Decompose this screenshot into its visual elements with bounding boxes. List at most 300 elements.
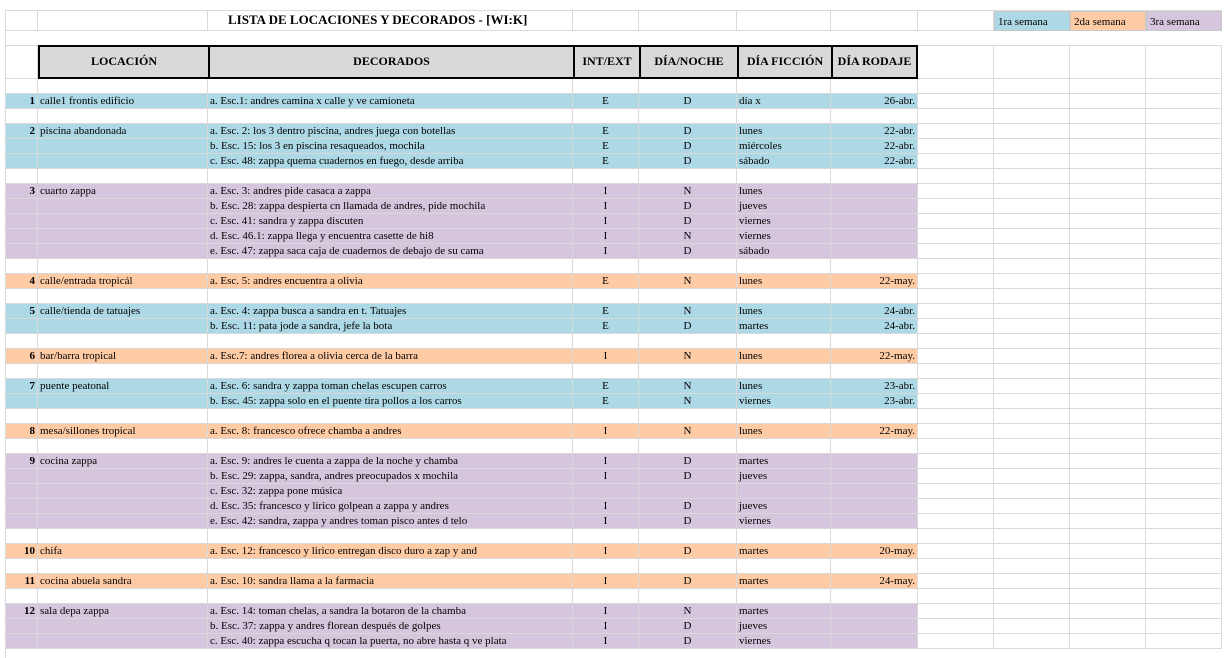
- grid-cell[interactable]: [918, 349, 994, 364]
- int-ext-cell[interactable]: I: [573, 514, 639, 529]
- grid-cell[interactable]: [1146, 454, 1222, 469]
- grid-cell[interactable]: [1146, 349, 1222, 364]
- grid-cell[interactable]: [918, 379, 994, 394]
- grid-cell[interactable]: [994, 154, 1070, 169]
- dia-rodaje-cell[interactable]: 23-abr.: [831, 394, 918, 409]
- grid-cell[interactable]: [38, 364, 208, 379]
- grid-cell[interactable]: [5, 289, 38, 304]
- location-name[interactable]: [38, 154, 208, 169]
- location-name[interactable]: bar/barra tropical: [38, 349, 208, 364]
- dia-noche-cell[interactable]: N: [639, 604, 737, 619]
- location-name[interactable]: [38, 484, 208, 499]
- grid-cell[interactable]: [918, 529, 994, 544]
- dia-ficcion-cell[interactable]: lunes: [737, 304, 831, 319]
- grid-cell[interactable]: [918, 214, 994, 229]
- grid-cell[interactable]: [1146, 439, 1222, 454]
- dia-ficcion-cell[interactable]: martes: [737, 454, 831, 469]
- grid-cell[interactable]: [737, 79, 831, 94]
- grid-cell[interactable]: [1146, 634, 1222, 649]
- grid-cell[interactable]: [1070, 634, 1146, 649]
- grid-cell[interactable]: [1070, 124, 1146, 139]
- decorado-cell[interactable]: a. Esc. 6: sandra y zappa toman chelas escupen carros: [208, 379, 573, 394]
- grid-cell[interactable]: [994, 349, 1070, 364]
- decorado-cell[interactable]: a. Esc. 3: andres pide casaca a zappa: [208, 184, 573, 199]
- grid-cell[interactable]: [994, 334, 1070, 349]
- dia-rodaje-cell[interactable]: 24-may.: [831, 574, 918, 589]
- grid-cell[interactable]: [918, 634, 994, 649]
- grid-cell[interactable]: [1146, 409, 1222, 424]
- int-ext-cell[interactable]: E: [573, 154, 639, 169]
- location-name[interactable]: calle/entrada tropicál: [38, 274, 208, 289]
- dia-noche-cell[interactable]: N: [639, 229, 737, 244]
- grid-cell[interactable]: [5, 589, 38, 604]
- dia-rodaje-cell[interactable]: [831, 499, 918, 514]
- location-name[interactable]: mesa/sillones tropical: [38, 424, 208, 439]
- grid-cell[interactable]: [918, 619, 994, 634]
- dia-noche-cell[interactable]: [639, 484, 737, 499]
- grid-cell[interactable]: [1146, 199, 1222, 214]
- dia-rodaje-cell[interactable]: [831, 484, 918, 499]
- int-ext-cell[interactable]: E: [573, 139, 639, 154]
- location-name[interactable]: [38, 469, 208, 484]
- dia-rodaje-cell[interactable]: 22-abr.: [831, 124, 918, 139]
- grid-cell[interactable]: [918, 409, 994, 424]
- grid-cell[interactable]: [38, 289, 208, 304]
- int-ext-cell[interactable]: I: [573, 199, 639, 214]
- int-ext-cell[interactable]: E: [573, 304, 639, 319]
- grid-cell[interactable]: [831, 109, 918, 124]
- grid-cell[interactable]: [918, 94, 994, 109]
- dia-noche-cell[interactable]: D: [639, 469, 737, 484]
- dia-noche-cell[interactable]: D: [639, 514, 737, 529]
- int-ext-cell[interactable]: E: [573, 379, 639, 394]
- dia-noche-cell[interactable]: N: [639, 274, 737, 289]
- grid-cell[interactable]: [737, 364, 831, 379]
- dia-noche-cell[interactable]: D: [639, 454, 737, 469]
- grid-cell[interactable]: [208, 169, 573, 184]
- grid-cell[interactable]: [1146, 619, 1222, 634]
- grid-cell[interactable]: [639, 259, 737, 274]
- dia-noche-cell[interactable]: N: [639, 184, 737, 199]
- dia-noche-cell[interactable]: D: [639, 319, 737, 334]
- grid-cell[interactable]: [208, 559, 573, 574]
- grid-cell[interactable]: [994, 79, 1070, 94]
- int-ext-cell[interactable]: I: [573, 184, 639, 199]
- grid-cell[interactable]: [1070, 499, 1146, 514]
- grid-cell[interactable]: [918, 169, 994, 184]
- grid-cell[interactable]: [994, 544, 1070, 559]
- grid-cell[interactable]: [994, 619, 1070, 634]
- location-name[interactable]: [38, 199, 208, 214]
- int-ext-cell[interactable]: I: [573, 469, 639, 484]
- dia-ficcion-cell[interactable]: viernes: [737, 514, 831, 529]
- grid-cell[interactable]: [573, 529, 639, 544]
- grid-cell[interactable]: [918, 589, 994, 604]
- int-ext-cell[interactable]: I: [573, 604, 639, 619]
- grid-cell[interactable]: [994, 94, 1070, 109]
- grid-cell[interactable]: [1070, 319, 1146, 334]
- grid-cell[interactable]: [994, 319, 1070, 334]
- decorado-cell[interactable]: a. Esc. 12: francesco y lirico entregan disco duro a zap y and: [208, 544, 573, 559]
- grid-cell[interactable]: [994, 529, 1070, 544]
- dia-noche-cell[interactable]: N: [639, 304, 737, 319]
- grid-cell[interactable]: [573, 289, 639, 304]
- location-name[interactable]: cuarto zappa: [38, 184, 208, 199]
- grid-cell[interactable]: [1146, 139, 1222, 154]
- grid-cell[interactable]: [737, 589, 831, 604]
- int-ext-cell[interactable]: I: [573, 544, 639, 559]
- grid-cell[interactable]: [994, 364, 1070, 379]
- location-name[interactable]: [38, 139, 208, 154]
- dia-rodaje-cell[interactable]: 23-abr.: [831, 379, 918, 394]
- grid-cell[interactable]: [1146, 514, 1222, 529]
- decorado-cell[interactable]: b. Esc. 28: zappa despierta cn llamada de andres, pide mochila: [208, 199, 573, 214]
- decorado-cell[interactable]: c. Esc. 40: zappa escucha q tocan la puerta, no abre hasta q ve plata: [208, 634, 573, 649]
- grid-cell[interactable]: [831, 589, 918, 604]
- grid-cell[interactable]: [5, 169, 38, 184]
- grid-cell[interactable]: [1146, 484, 1222, 499]
- int-ext-cell[interactable]: I: [573, 229, 639, 244]
- grid-cell[interactable]: [5, 529, 38, 544]
- grid-cell[interactable]: [5, 559, 38, 574]
- dia-noche-cell[interactable]: D: [639, 619, 737, 634]
- dia-rodaje-cell[interactable]: [831, 184, 918, 199]
- grid-cell[interactable]: [208, 334, 573, 349]
- grid-cell[interactable]: [1146, 109, 1222, 124]
- grid-cell[interactable]: [1146, 244, 1222, 259]
- dia-rodaje-cell[interactable]: [831, 634, 918, 649]
- grid-cell[interactable]: [639, 79, 737, 94]
- grid-cell[interactable]: [831, 79, 918, 94]
- grid-cell[interactable]: [573, 439, 639, 454]
- dia-noche-cell[interactable]: D: [639, 199, 737, 214]
- grid-cell[interactable]: [1146, 289, 1222, 304]
- grid-cell[interactable]: [737, 259, 831, 274]
- decorado-cell[interactable]: d. Esc. 35: francesco y lirico golpean a zappa y andres: [208, 499, 573, 514]
- grid-cell[interactable]: [1070, 454, 1146, 469]
- dia-ficcion-cell[interactable]: lunes: [737, 379, 831, 394]
- grid-cell[interactable]: [573, 409, 639, 424]
- grid-cell[interactable]: [5, 79, 38, 94]
- grid-cell[interactable]: [918, 139, 994, 154]
- dia-rodaje-cell[interactable]: 22-may.: [831, 349, 918, 364]
- grid-cell[interactable]: [1070, 304, 1146, 319]
- dia-noche-cell[interactable]: N: [639, 424, 737, 439]
- grid-cell[interactable]: [639, 10, 737, 31]
- decorado-cell[interactable]: c. Esc. 41: sandra y zappa discuten: [208, 214, 573, 229]
- grid-cell[interactable]: [737, 409, 831, 424]
- int-ext-cell[interactable]: I: [573, 499, 639, 514]
- grid-cell[interactable]: [5, 10, 38, 31]
- dia-ficcion-cell[interactable]: [737, 484, 831, 499]
- grid-cell[interactable]: [994, 574, 1070, 589]
- location-name[interactable]: [38, 499, 208, 514]
- grid-cell[interactable]: [639, 169, 737, 184]
- grid-cell[interactable]: [208, 289, 573, 304]
- grid-cell[interactable]: [737, 289, 831, 304]
- grid-cell[interactable]: [994, 484, 1070, 499]
- int-ext-cell[interactable]: E: [573, 394, 639, 409]
- grid-cell[interactable]: [737, 559, 831, 574]
- grid-cell[interactable]: [1146, 45, 1222, 79]
- grid-cell[interactable]: [918, 574, 994, 589]
- grid-cell[interactable]: [639, 409, 737, 424]
- grid-cell[interactable]: [994, 439, 1070, 454]
- decorado-cell[interactable]: b. Esc. 29: zappa, sandra, andres preocupados x mochila: [208, 469, 573, 484]
- grid-cell[interactable]: [994, 559, 1070, 574]
- int-ext-cell[interactable]: I: [573, 244, 639, 259]
- grid-cell[interactable]: [1146, 334, 1222, 349]
- grid-cell[interactable]: [38, 559, 208, 574]
- grid-cell[interactable]: [38, 169, 208, 184]
- grid-cell[interactable]: [1070, 45, 1146, 79]
- grid-cell[interactable]: [1070, 274, 1146, 289]
- grid-cell[interactable]: [994, 604, 1070, 619]
- grid-cell[interactable]: [918, 319, 994, 334]
- location-name[interactable]: chifa: [38, 544, 208, 559]
- grid-cell[interactable]: [1070, 334, 1146, 349]
- grid-cell[interactable]: [1070, 559, 1146, 574]
- grid-cell[interactable]: [1070, 409, 1146, 424]
- grid-cell[interactable]: [1070, 169, 1146, 184]
- grid-cell[interactable]: [573, 589, 639, 604]
- dia-rodaje-cell[interactable]: 22-abr.: [831, 154, 918, 169]
- grid-cell[interactable]: [1070, 94, 1146, 109]
- dia-rodaje-cell[interactable]: 22-abr.: [831, 139, 918, 154]
- grid-cell[interactable]: [1070, 229, 1146, 244]
- int-ext-cell[interactable]: E: [573, 319, 639, 334]
- dia-ficcion-cell[interactable]: lunes: [737, 274, 831, 289]
- int-ext-cell[interactable]: I: [573, 619, 639, 634]
- grid-cell[interactable]: [1070, 199, 1146, 214]
- grid-cell[interactable]: [994, 514, 1070, 529]
- grid-cell[interactable]: [5, 439, 38, 454]
- grid-cell[interactable]: [208, 364, 573, 379]
- grid-cell[interactable]: [994, 139, 1070, 154]
- grid-cell[interactable]: [208, 409, 573, 424]
- grid-cell[interactable]: [918, 10, 994, 31]
- grid-cell[interactable]: [737, 109, 831, 124]
- dia-noche-cell[interactable]: D: [639, 499, 737, 514]
- grid-cell[interactable]: [994, 499, 1070, 514]
- grid-cell[interactable]: [737, 169, 831, 184]
- grid-cell[interactable]: [1070, 574, 1146, 589]
- grid-cell[interactable]: [1146, 169, 1222, 184]
- location-name[interactable]: calle/tienda de tatuajes: [38, 304, 208, 319]
- grid-cell[interactable]: [918, 424, 994, 439]
- location-name[interactable]: [38, 244, 208, 259]
- grid-cell[interactable]: [918, 124, 994, 139]
- grid-cell[interactable]: [1070, 364, 1146, 379]
- dia-noche-cell[interactable]: N: [639, 349, 737, 364]
- grid-cell[interactable]: [38, 529, 208, 544]
- grid-cell[interactable]: [918, 484, 994, 499]
- grid-cell[interactable]: [639, 109, 737, 124]
- grid-cell[interactable]: [918, 544, 994, 559]
- grid-cell[interactable]: [831, 529, 918, 544]
- grid-cell[interactable]: [1146, 529, 1222, 544]
- grid-cell[interactable]: [994, 409, 1070, 424]
- grid-cell[interactable]: [1146, 574, 1222, 589]
- location-name[interactable]: [38, 229, 208, 244]
- grid-cell[interactable]: [831, 334, 918, 349]
- dia-noche-cell[interactable]: D: [639, 214, 737, 229]
- grid-cell[interactable]: [1070, 379, 1146, 394]
- grid-cell[interactable]: [994, 424, 1070, 439]
- dia-ficcion-cell[interactable]: martes: [737, 544, 831, 559]
- grid-cell[interactable]: [1070, 484, 1146, 499]
- location-name[interactable]: calle1 frontis edificio: [38, 94, 208, 109]
- decorado-cell[interactable]: c. Esc. 48: zappa quema cuadernos en fuego, desde arriba: [208, 154, 573, 169]
- grid-cell[interactable]: [208, 79, 573, 94]
- decorado-cell[interactable]: c. Esc. 32: zappa pone música: [208, 484, 573, 499]
- int-ext-cell[interactable]: E: [573, 94, 639, 109]
- grid-cell[interactable]: [1146, 379, 1222, 394]
- dia-rodaje-cell[interactable]: 24-abr.: [831, 304, 918, 319]
- grid-cell[interactable]: [38, 439, 208, 454]
- location-name[interactable]: [38, 619, 208, 634]
- grid-cell[interactable]: [994, 214, 1070, 229]
- grid-cell[interactable]: [918, 604, 994, 619]
- grid-cell[interactable]: [737, 334, 831, 349]
- dia-ficcion-cell[interactable]: jueves: [737, 619, 831, 634]
- grid-cell[interactable]: [918, 154, 994, 169]
- grid-cell[interactable]: [38, 259, 208, 274]
- grid-cell[interactable]: [737, 529, 831, 544]
- dia-ficcion-cell[interactable]: martes: [737, 319, 831, 334]
- dia-rodaje-cell[interactable]: [831, 199, 918, 214]
- dia-ficcion-cell[interactable]: jueves: [737, 469, 831, 484]
- dia-noche-cell[interactable]: D: [639, 634, 737, 649]
- grid-cell[interactable]: [573, 364, 639, 379]
- grid-cell[interactable]: [1070, 184, 1146, 199]
- grid-cell[interactable]: [1070, 394, 1146, 409]
- dia-rodaje-cell[interactable]: [831, 619, 918, 634]
- grid-cell[interactable]: [918, 439, 994, 454]
- grid-cell[interactable]: [918, 289, 994, 304]
- grid-cell[interactable]: [1146, 469, 1222, 484]
- grid-cell[interactable]: [1146, 604, 1222, 619]
- grid-cell[interactable]: [1070, 154, 1146, 169]
- grid-cell[interactable]: [831, 259, 918, 274]
- grid-cell[interactable]: [5, 364, 38, 379]
- grid-cell[interactable]: [1146, 364, 1222, 379]
- grid-cell[interactable]: [1146, 304, 1222, 319]
- int-ext-cell[interactable]: I: [573, 349, 639, 364]
- grid-cell[interactable]: [1146, 124, 1222, 139]
- grid-cell[interactable]: [639, 289, 737, 304]
- int-ext-cell[interactable]: I: [573, 634, 639, 649]
- grid-cell[interactable]: [918, 364, 994, 379]
- decorado-cell[interactable]: e. Esc. 47: zappa saca caja de cuadernos de debajo de su cama: [208, 244, 573, 259]
- decorado-cell[interactable]: b. Esc. 15: los 3 en piscina resaqueados, mochila: [208, 139, 573, 154]
- grid-cell[interactable]: [918, 274, 994, 289]
- grid-cell[interactable]: [1146, 319, 1222, 334]
- grid-cell[interactable]: [1070, 589, 1146, 604]
- grid-cell[interactable]: [918, 79, 994, 94]
- grid-cell[interactable]: [1070, 79, 1146, 94]
- grid-cell[interactable]: [994, 124, 1070, 139]
- dia-ficcion-cell[interactable]: viernes: [737, 214, 831, 229]
- grid-cell[interactable]: [994, 184, 1070, 199]
- grid-cell[interactable]: [831, 409, 918, 424]
- grid-cell[interactable]: [1146, 274, 1222, 289]
- dia-rodaje-cell[interactable]: [831, 469, 918, 484]
- grid-cell[interactable]: [573, 169, 639, 184]
- grid-cell[interactable]: [918, 469, 994, 484]
- location-name[interactable]: sala depa zappa: [38, 604, 208, 619]
- grid-cell[interactable]: [1070, 214, 1146, 229]
- grid-cell[interactable]: [208, 529, 573, 544]
- grid-cell[interactable]: [918, 304, 994, 319]
- dia-noche-cell[interactable]: N: [639, 379, 737, 394]
- grid-cell[interactable]: [639, 439, 737, 454]
- grid-cell[interactable]: [1070, 139, 1146, 154]
- dia-noche-cell[interactable]: D: [639, 244, 737, 259]
- grid-cell[interactable]: [38, 109, 208, 124]
- grid-cell[interactable]: [38, 10, 208, 31]
- grid-cell[interactable]: [918, 199, 994, 214]
- grid-cell[interactable]: [831, 169, 918, 184]
- grid-cell[interactable]: [1146, 79, 1222, 94]
- dia-rodaje-cell[interactable]: 22-may.: [831, 274, 918, 289]
- grid-cell[interactable]: [1070, 529, 1146, 544]
- dia-ficcion-cell[interactable]: lunes: [737, 349, 831, 364]
- dia-noche-cell[interactable]: D: [639, 139, 737, 154]
- dia-ficcion-cell[interactable]: viernes: [737, 394, 831, 409]
- decorado-cell[interactable]: a. Esc.1: andres camina x calle y ve camioneta: [208, 94, 573, 109]
- grid-cell[interactable]: [918, 244, 994, 259]
- grid-cell[interactable]: [1070, 619, 1146, 634]
- grid-cell[interactable]: [5, 109, 38, 124]
- grid-cell[interactable]: [573, 109, 639, 124]
- grid-cell[interactable]: [208, 589, 573, 604]
- dia-ficcion-cell[interactable]: día x: [737, 94, 831, 109]
- grid-cell[interactable]: [38, 589, 208, 604]
- decorado-cell[interactable]: b. Esc. 45: zappa solo en el puente tira pollos a los carros: [208, 394, 573, 409]
- grid-cell[interactable]: [994, 634, 1070, 649]
- grid-cell[interactable]: [5, 259, 38, 274]
- dia-rodaje-cell[interactable]: [831, 454, 918, 469]
- location-name[interactable]: cocina abuela sandra: [38, 574, 208, 589]
- grid-cell[interactable]: [573, 559, 639, 574]
- decorado-cell[interactable]: a. Esc. 9: andres le cuenta a zappa de la noche y chamba: [208, 454, 573, 469]
- grid-cell[interactable]: [1146, 94, 1222, 109]
- grid-cell[interactable]: [1146, 229, 1222, 244]
- grid-cell[interactable]: [918, 454, 994, 469]
- dia-ficcion-cell[interactable]: jueves: [737, 199, 831, 214]
- grid-cell[interactable]: [831, 364, 918, 379]
- grid-cell[interactable]: [994, 45, 1070, 79]
- grid-cell[interactable]: [737, 439, 831, 454]
- grid-cell[interactable]: [1146, 154, 1222, 169]
- dia-rodaje-cell[interactable]: [831, 229, 918, 244]
- dia-ficcion-cell[interactable]: sábado: [737, 244, 831, 259]
- int-ext-cell[interactable]: [573, 484, 639, 499]
- int-ext-cell[interactable]: E: [573, 274, 639, 289]
- grid-cell[interactable]: [831, 10, 918, 31]
- dia-ficcion-cell[interactable]: sábado: [737, 154, 831, 169]
- dia-rodaje-cell[interactable]: 22-may.: [831, 424, 918, 439]
- grid-cell[interactable]: [639, 364, 737, 379]
- grid-cell[interactable]: [573, 259, 639, 274]
- grid-cell[interactable]: [994, 589, 1070, 604]
- grid-cell[interactable]: [994, 394, 1070, 409]
- grid-cell[interactable]: [1146, 499, 1222, 514]
- grid-cell[interactable]: [994, 379, 1070, 394]
- grid-cell[interactable]: [1146, 394, 1222, 409]
- decorado-cell[interactable]: a. Esc. 14: toman chelas, a sandra la botaron de la chamba: [208, 604, 573, 619]
